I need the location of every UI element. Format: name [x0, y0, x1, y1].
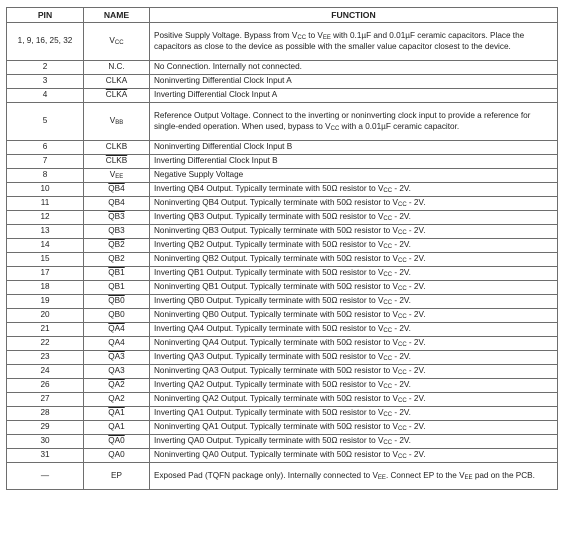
table-row — [7, 183, 558, 197]
function-cell: Inverting QA3 Output. Typically terminate with 50Ω resistor to $V_{CC} - 2V$. — [150, 351, 558, 365]
pin-cell: 7 — [7, 155, 84, 169]
pin-cell: 5 — [7, 103, 84, 141]
name-cell: $V_{CC}$ — [84, 23, 150, 61]
name-cell — [84, 211, 150, 225]
function-cell: Noninverting QA1 Output. Typically terminate with 50Ω resistor to $V_{CC} - 2V$. — [150, 421, 558, 435]
table-row — [7, 407, 558, 421]
name-text: CLKB — [105, 156, 128, 166]
header-row — [7, 8, 558, 23]
pin-cell: 21 — [7, 323, 84, 337]
name-cell: N.C. — [84, 61, 150, 75]
name-text: QA2 — [108, 380, 125, 390]
function-cell: Noninverting QA4 Output. Typically terminate with 50Ω resistor to $V_{CC} - 2V$. — [150, 337, 558, 351]
pin-cell: 6 — [7, 141, 84, 155]
name-cell — [84, 323, 150, 337]
name-cell — [84, 239, 150, 253]
name-text: QA3 — [108, 352, 125, 362]
function-cell: Inverting QA2 Output. Typically terminate with 50Ω resistor to $V_{CC} - 2V$. — [150, 379, 558, 393]
table-row — [7, 75, 558, 89]
function-cell: Noninverting QB1 Output. Typically terminate with 50Ω resistor to $V_{CC} - 2V$. — [150, 281, 558, 295]
table-row — [7, 197, 558, 211]
pin-cell: 20 — [7, 309, 84, 323]
table-row — [7, 141, 558, 155]
name-cell — [84, 435, 150, 449]
function-cell: Noninverting QA0 Output. Typically terminate with 50Ω resistor to $V_{CC} - 2V$. — [150, 449, 558, 463]
pin-cell: 12 — [7, 211, 84, 225]
table-row — [7, 267, 558, 281]
pin-cell: 27 — [7, 393, 84, 407]
name-text: QB0 — [108, 296, 125, 306]
pin-cell: 3 — [7, 75, 84, 89]
pin-description-table — [6, 7, 558, 490]
pin-cell: 24 — [7, 365, 84, 379]
table-row — [7, 61, 558, 75]
table-row — [7, 435, 558, 449]
table-row — [7, 281, 558, 295]
function-cell: Noninverting Differential Clock Input B — [150, 141, 558, 155]
table-row — [7, 169, 558, 183]
name-cell: EP — [84, 463, 150, 490]
table-row — [7, 239, 558, 253]
name-text: CLKA — [105, 90, 128, 100]
name-text: QB3 — [108, 212, 125, 222]
name-cell: $V_{EE}$ — [84, 169, 150, 183]
function-cell: Inverting QA1 Output. Typically terminate with 50Ω resistor to $V_{CC} - 2V$. — [150, 407, 558, 421]
function-cell: Inverting QB4 Output. Typically terminate with 50Ω resistor to $V_{CC} - 2V$. — [150, 183, 558, 197]
table-row — [7, 365, 558, 379]
table-row — [7, 449, 558, 463]
function-cell: Inverting Differential Clock Input A — [150, 89, 558, 103]
table-row — [7, 393, 558, 407]
pin-cell: 11 — [7, 197, 84, 211]
pin-cell: 28 — [7, 407, 84, 421]
function-cell: Noninverting QB0 Output. Typically terminate with 50Ω resistor to $V_{CC} - 2V$. — [150, 309, 558, 323]
table-row — [7, 309, 558, 323]
name-cell: CLKB — [84, 141, 150, 155]
name-cell — [84, 89, 150, 103]
name-cell — [84, 407, 150, 421]
function-cell: No Connection. Internally not connected. — [150, 61, 558, 75]
table-row — [7, 225, 558, 239]
pin-column-header: PIN — [7, 8, 84, 23]
name-text: QA0 — [108, 436, 125, 446]
name-text: QB1 — [108, 268, 125, 278]
table-row — [7, 421, 558, 435]
function-cell: Noninverting QB4 Output. Typically terminate with 50Ω resistor to $V_{CC} - 2V$. — [150, 197, 558, 211]
pin-cell: 1, 9, 16, 25, 32 — [7, 23, 84, 61]
pin-cell: 19 — [7, 295, 84, 309]
function-cell: Noninverting QB3 Output. Typically terminate with 50Ω resistor to $V_{CC} - 2V$. — [150, 225, 558, 239]
table-row — [7, 323, 558, 337]
function-cell: Reference Output Voltage. Connect to the inverting or noninverting clock input to provide a reference for single-ended operation. When used, bypass to $V_{CC}$ with a 0.01µF ceramic capacitor. — [150, 103, 558, 141]
table-row — [7, 337, 558, 351]
name-cell: QB3 — [84, 225, 150, 239]
function-cell: Inverting QB1 Output. Typically terminate with 50Ω resistor to $V_{CC} - 2V$. — [150, 267, 558, 281]
name-cell — [84, 267, 150, 281]
function-cell: Exposed Pad (TQFN package only). Internally connected to $V_{EE}$. Connect EP to the $V_{EE}$ pad on the PCB. — [150, 463, 558, 490]
name-cell: QA1 — [84, 421, 150, 435]
pin-cell: 2 — [7, 61, 84, 75]
name-cell: CLKA — [84, 75, 150, 89]
function-cell: Inverting QB0 Output. Typically terminate with 50Ω resistor to $V_{CC} - 2V$. — [150, 295, 558, 309]
name-cell: QA2 — [84, 393, 150, 407]
table-row — [7, 351, 558, 365]
function-cell: Noninverting QA3 Output. Typically terminate with 50Ω resistor to $V_{CC} - 2V$. — [150, 365, 558, 379]
function-cell: Noninverting Differential Clock Input A — [150, 75, 558, 89]
name-cell — [84, 351, 150, 365]
table-row — [7, 295, 558, 309]
function-cell: Inverting QB2 Output. Typically terminate with 50Ω resistor to $V_{CC} - 2V$. — [150, 239, 558, 253]
table-row — [7, 89, 558, 103]
function-cell: Positive Supply Voltage. Bypass from $V_{CC}$ to $V_{EE}$ with 0.1µF and 0.01µF ceramic capacitors. Place the capacitors as close to the device as possible with the smaller value capacitor closest to the device. — [150, 23, 558, 61]
function-cell: Inverting QA4 Output. Typically terminate with 50Ω resistor to $V_{CC} - 2V$. — [150, 323, 558, 337]
table-row — [7, 103, 558, 141]
name-cell: QA4 — [84, 337, 150, 351]
function-cell: Noninverting QB2 Output. Typically terminate with 50Ω resistor to $V_{CC} - 2V$. — [150, 253, 558, 267]
pin-cell: 14 — [7, 239, 84, 253]
function-column-header: FUNCTION — [150, 8, 558, 23]
name-cell — [84, 379, 150, 393]
pin-cell: 10 — [7, 183, 84, 197]
pin-cell: 31 — [7, 449, 84, 463]
name-cell: QB0 — [84, 309, 150, 323]
pin-cell: 8 — [7, 169, 84, 183]
table-row — [7, 23, 558, 61]
function-cell: Negative Supply Voltage — [150, 169, 558, 183]
pin-cell: 23 — [7, 351, 84, 365]
pin-cell: 13 — [7, 225, 84, 239]
pin-cell: 18 — [7, 281, 84, 295]
name-cell: QB4 — [84, 197, 150, 211]
pin-cell: 4 — [7, 89, 84, 103]
name-cell: QA3 — [84, 365, 150, 379]
function-cell: Inverting Differential Clock Input B — [150, 155, 558, 169]
table-row — [7, 211, 558, 225]
name-cell — [84, 155, 150, 169]
name-column-header: NAME — [84, 8, 150, 23]
name-cell: QB1 — [84, 281, 150, 295]
pin-cell: 29 — [7, 421, 84, 435]
name-text: QB4 — [108, 184, 125, 194]
pin-cell: 22 — [7, 337, 84, 351]
name-cell: $V_{BB}$ — [84, 103, 150, 141]
pin-cell: — — [7, 463, 84, 490]
name-cell: QB2 — [84, 253, 150, 267]
function-cell: Noninverting QA2 Output. Typically terminate with 50Ω resistor to $V_{CC} - 2V$. — [150, 393, 558, 407]
table-row — [7, 253, 558, 267]
name-text: QA1 — [108, 408, 125, 418]
pin-cell: 26 — [7, 379, 84, 393]
pin-cell: 17 — [7, 267, 84, 281]
table-row — [7, 155, 558, 169]
function-cell: Inverting QB3 Output. Typically terminate with 50Ω resistor to $V_{CC} - 2V$. — [150, 211, 558, 225]
function-cell: Inverting QA0 Output. Typically terminate with 50Ω resistor to $V_{CC} - 2V$. — [150, 435, 558, 449]
pin-cell: 30 — [7, 435, 84, 449]
pin-cell: 15 — [7, 253, 84, 267]
table-row — [7, 463, 558, 490]
name-cell: QA0 — [84, 449, 150, 463]
name-text: QB2 — [108, 240, 125, 250]
name-cell — [84, 295, 150, 309]
name-text: QA4 — [108, 324, 125, 334]
name-cell — [84, 183, 150, 197]
table-row — [7, 379, 558, 393]
